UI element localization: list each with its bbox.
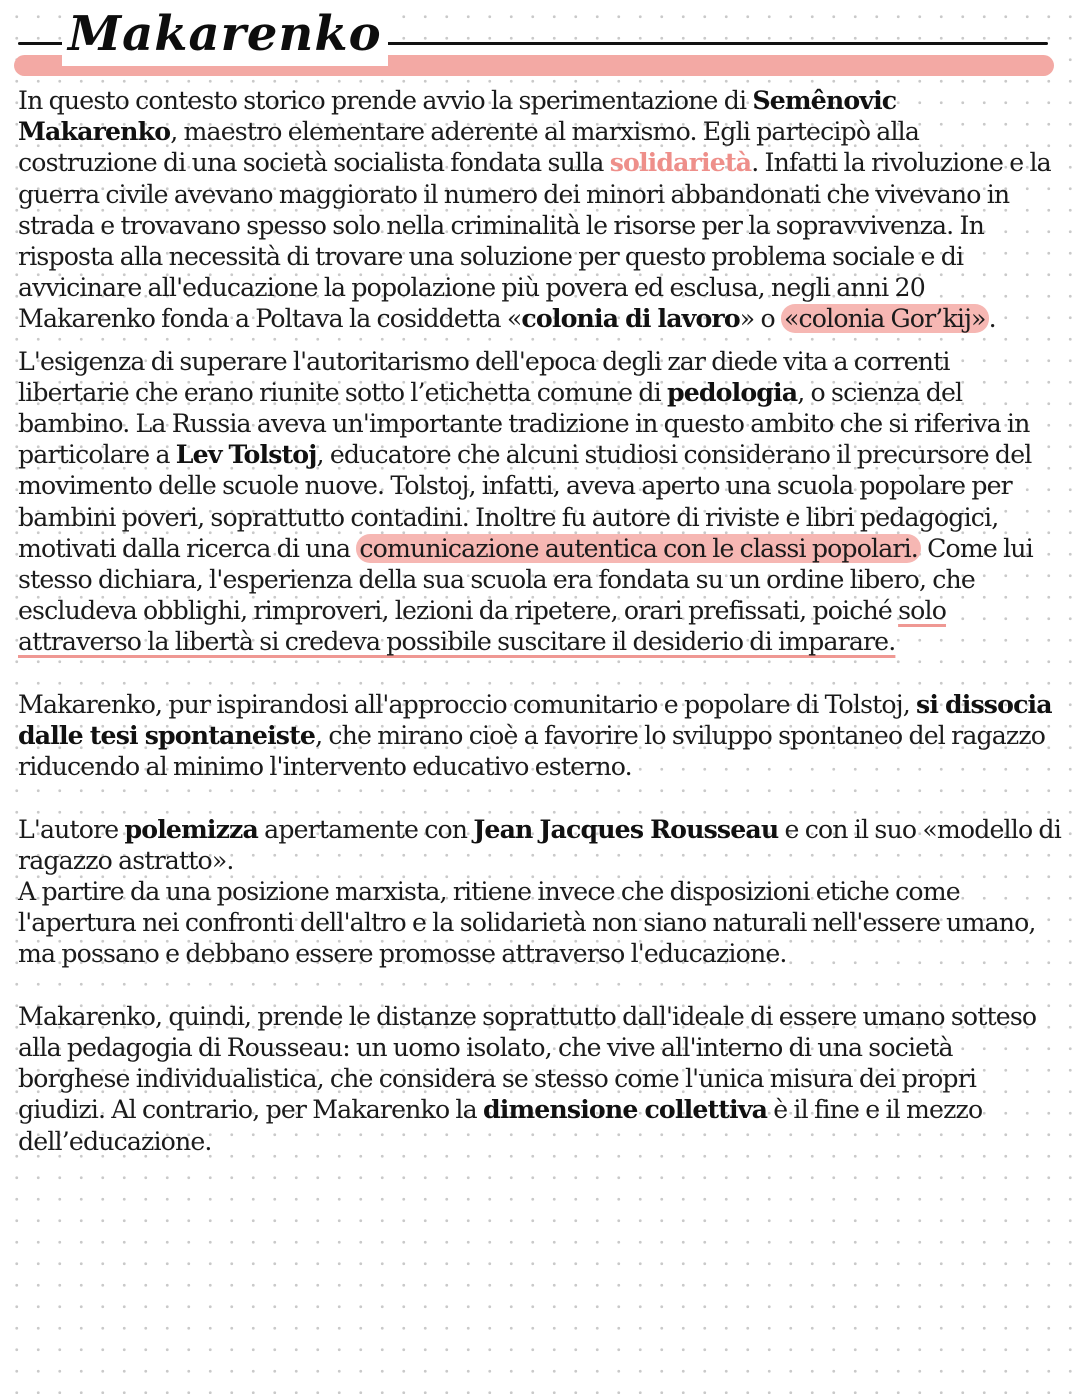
p5-bold-dimensione-collettiva: dimensione collettiva	[482, 1094, 768, 1125]
p4-bold-polemizza: polemizza	[124, 813, 258, 844]
paragraph-4	[18, 814, 1062, 876]
p1-bold-colonia-lavoro: colonia di lavoro	[521, 303, 740, 334]
p1-text-5: .	[988, 304, 996, 334]
p1-text-1: In questo contesto storico prende avvio la sperimentazione di	[18, 86, 753, 115]
page-header	[0, 0, 1080, 80]
p3-bold-dissocia: si dissocia dalle tesi spontaneiste	[18, 688, 1052, 751]
p2-text-2: , o scienza del bambino. La Russia aveva un'importante tradizione in questo ambito che si riferiva in particolare a	[18, 377, 1030, 470]
p1-text-4: » o	[739, 304, 781, 334]
p4-bold-rousseau: Jean Jacques Rousseau	[473, 813, 779, 844]
p2-bold-tolstoj: Lev Tolstoj	[175, 439, 317, 470]
p1-pink-solidarieta: solidarietà	[609, 147, 752, 178]
paragraph-1	[18, 85, 1062, 335]
spacer	[18, 335, 1062, 346]
spacer	[18, 782, 1062, 813]
p2-bold-pedologia: pedologia	[666, 376, 798, 407]
p2-text-3: , educatore che alcuni studiosi considerano il precursore del movimento delle scuole nuove. Tolstoj, infatti, aveva aperto una scuola popolare per bambini poveri, soprattutto contadini. Inoltre fu autore di riviste e libri pedagogici, motivati dalla ricerca di una	[18, 440, 1032, 563]
p4-text-1: L'autore	[18, 814, 125, 844]
p3-text-1: Makarenko, pur ispirandosi all'approccio comunitario e popolare di Tolstoj,	[18, 689, 917, 719]
p5-text-2: è il fine e il mezzo dell’educazione.	[18, 1095, 983, 1156]
spacer	[18, 970, 1062, 1001]
p1-bold-makarenko: Semênovic Makarenko	[18, 85, 897, 147]
paragraph-3	[18, 689, 1062, 783]
p1-text-3: . Infatti la rivoluzione e la guerra civile avevano maggiorato il numero dei minori abbandonati che vivevano in strada e trovavano spesso solo nella criminalità le risorse per la sopravvivenza. In risposta alla necessità di trovare una soluzione per questo problema sociale e di avvicinare all'educazione la popolazione più povera ed esclusa, negli anni 20 Makarenko fonda a Poltava la cosiddetta «	[18, 148, 1051, 334]
paragraph-2	[18, 346, 1062, 658]
page-title: Makarenko	[62, 2, 388, 66]
paragraph-4b	[18, 876, 1062, 970]
p4-text-4: A partire da una posizione marxista, ritiene invece che disposizioni etiche come l'apertura nei confronti dell'altro e la solidarietà non siano naturali nell'essere umano, ma possano e debbano essere promosse attraverso l'educazione.	[18, 877, 1036, 969]
p1-highlight-colonia-gorkij: «colonia Gor’kij»	[781, 304, 989, 333]
p2-text-1: L'esigenza di superare l'autoritarismo dell'epoca degli zar diede vita a correnti libertarie che erano riunite sotto l’etichetta comune di	[18, 346, 950, 407]
p4-text-3: e con il suo «modello di ragazzo astratto».	[18, 814, 1061, 875]
p4-text-2: apertamente con	[258, 814, 474, 844]
p3-text-2: , che mirano cioè a favorire lo sviluppo spontaneo del ragazzo riducendo al minimo l'intervento educativo esterno.	[18, 721, 1046, 782]
spacer	[18, 658, 1062, 689]
p2-underline-liberta: solo attraverso la libertà si credeva possibile suscitare il desiderio di imparare.	[18, 596, 947, 657]
p2-text-4: Come lui stesso dichiara, l'esperienza della sua scuola era fondata su un ordine libero, che escludeva obblighi, rimproveri, lezioni da ripetere, orari prefissati, poiché	[18, 533, 1033, 626]
p5-text-1: Makarenko, quindi, prende le distanze soprattutto dall'ideale di essere umano sotteso alla pedagogia di Rousseau: un uomo isolato, che vive all'interno di una società borghese individualistica, che considera se stesso come l'unica misura dei propri giudizi. Al contrario, per Makarenko la	[18, 1001, 1037, 1125]
p1-text-2: , maestro elementare aderente al marxismo. Egli partecipò alla costruzione di una società socialista fondata sulla	[18, 117, 920, 178]
notes-body	[18, 85, 1062, 1157]
p2-highlight-comunicazione: comunicazione autentica con le classi popolari.	[356, 534, 921, 563]
paragraph-5	[18, 1001, 1062, 1157]
